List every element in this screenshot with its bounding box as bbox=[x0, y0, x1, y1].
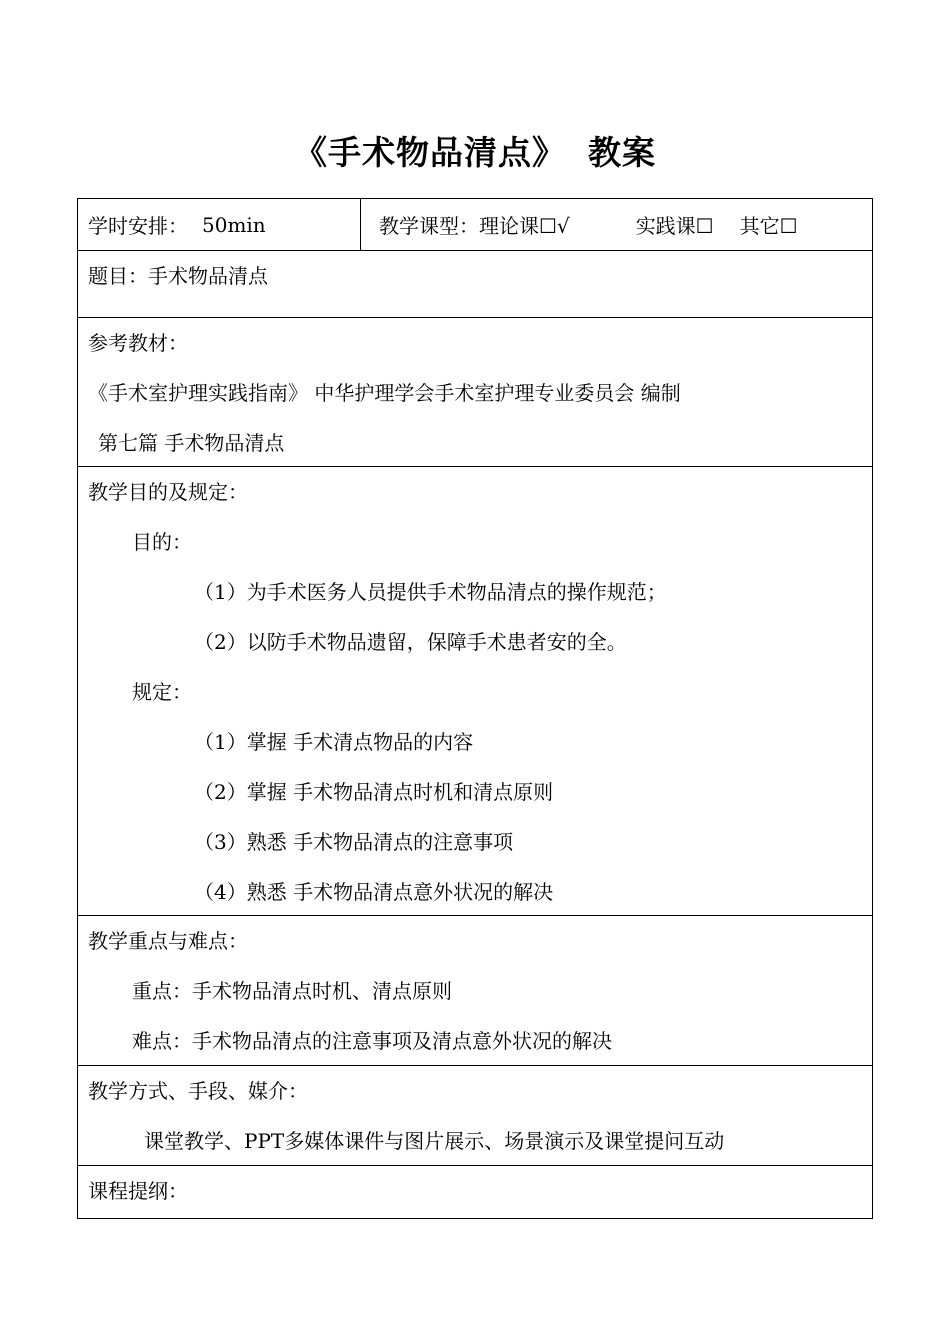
key-points-label: 教学重点与难点： bbox=[88, 929, 248, 953]
reference-chapter: 第七篇 手术物品清点 bbox=[98, 431, 285, 455]
aims-row bbox=[78, 467, 872, 916]
method-label: 教学方式、手段、媒介： bbox=[88, 1079, 308, 1103]
outline-label: 课程提纲： bbox=[88, 1179, 188, 1203]
theory-option: 理论课☐√ bbox=[479, 214, 570, 238]
aims-label: 教学目的及规定： bbox=[88, 480, 248, 504]
title-suffix: 教案 bbox=[588, 133, 656, 172]
hours-value: 50min bbox=[202, 212, 266, 237]
difficulty-text: 难点：手术物品清点的注意事项及清点意外状况的解决 bbox=[132, 1029, 612, 1053]
course-type-label: 教学课型： bbox=[379, 214, 479, 238]
page-title bbox=[0, 128, 950, 178]
hours-label: 学时安排： bbox=[88, 214, 188, 238]
reference-row bbox=[78, 318, 872, 467]
requirement-item: （2）掌握 手术物品清点时机和清点原则 bbox=[194, 780, 554, 804]
topic-text: 题目：手术物品清点 bbox=[88, 264, 268, 288]
header-row bbox=[78, 199, 872, 251]
method-content: 课堂教学、PPT多媒体课件与图片展示、场景演示及课堂提问互动 bbox=[144, 1129, 725, 1153]
focus-text: 重点：手术物品清点时机、清点原则 bbox=[132, 979, 452, 1003]
requirement-item: （3）熟悉 手术物品清点的注意事项 bbox=[194, 830, 514, 854]
requirement-item: （4）熟悉 手术物品清点意外状况的解决 bbox=[194, 880, 554, 904]
hours-cell bbox=[78, 199, 361, 250]
purpose-item: （2）以防手术物品遗留，保障手术患者安的全。 bbox=[194, 630, 627, 654]
course-type-cell bbox=[361, 199, 872, 250]
purpose-item: （1）为手术医务人员提供手术物品清点的操作规范； bbox=[194, 580, 667, 604]
lesson-plan-table bbox=[77, 198, 873, 1219]
practice-option: 实践课☐ bbox=[635, 214, 714, 238]
key-points-row bbox=[78, 916, 872, 1066]
purpose-label: 目的： bbox=[132, 530, 192, 554]
requirement-item: （1）掌握 手术清点物品的内容 bbox=[194, 730, 474, 754]
title-course-name: 《手术物品清点》 bbox=[294, 133, 566, 172]
topic-row bbox=[78, 251, 872, 318]
requirement-label: 规定： bbox=[132, 680, 192, 704]
reference-book: 《手术室护理实践指南》 中华护理学会手术室护理专业委员会 编制 bbox=[88, 381, 681, 405]
other-option: 其它☐ bbox=[739, 214, 798, 238]
outline-row bbox=[78, 1166, 872, 1218]
method-row bbox=[78, 1066, 872, 1166]
reference-label: 参考教材： bbox=[88, 331, 188, 355]
